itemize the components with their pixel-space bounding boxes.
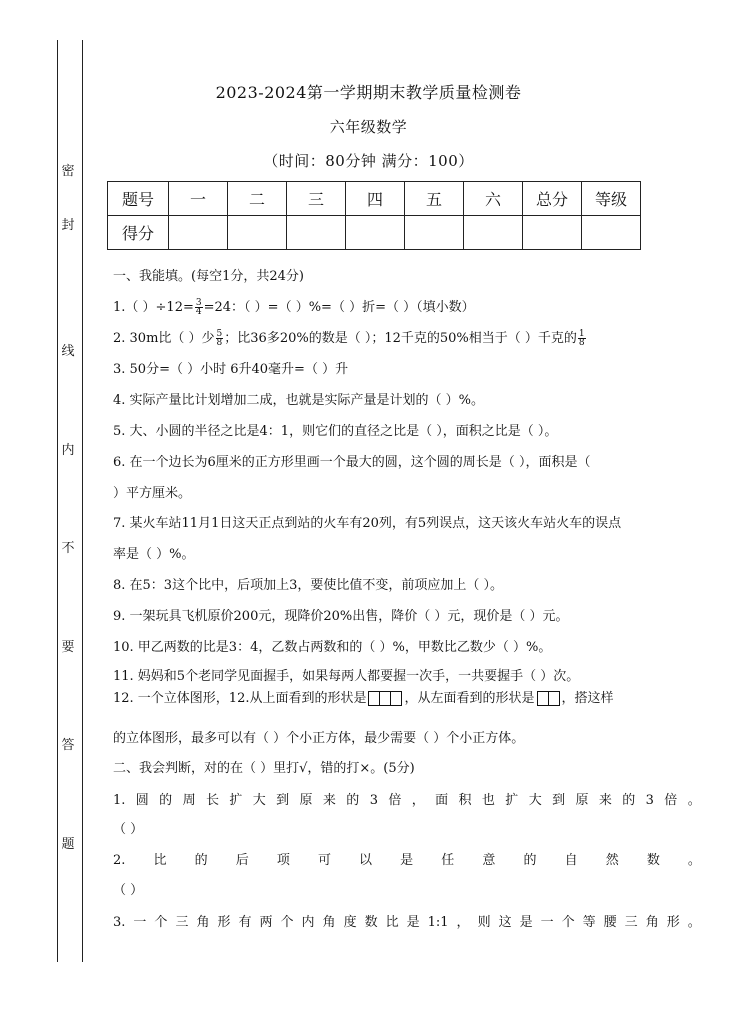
- judge-token: 的: [523, 853, 537, 868]
- judge-token: ，: [411, 793, 425, 808]
- question-12-cont: 的立体图形，最多可以有（ ）个小正方体，最少需要（ ）个小正方体。: [113, 731, 525, 746]
- judge-token: 以: [359, 853, 373, 868]
- seal-char: 密: [61, 164, 75, 179]
- judge-token: 圆: [135, 793, 149, 808]
- score-cell[interactable]: [169, 216, 228, 250]
- judge-token: 的: [194, 853, 208, 868]
- question-7: 7. 某火车站11月1日这天正点到站的火车有20列，有5列误点，这天该火车站火车的误点: [113, 516, 622, 531]
- score-cell[interactable]: [346, 216, 405, 250]
- judge-question-3: [113, 914, 701, 932]
- exam-info: （时间：80分钟 满分：100）: [263, 152, 474, 170]
- judge-token: 腰: [603, 915, 617, 930]
- judge-token: 等: [582, 915, 596, 930]
- judge-token: 扩: [505, 793, 519, 808]
- binding-line-left: [57, 40, 58, 962]
- judge-token: 大: [252, 793, 266, 808]
- judge-token: 个: [561, 915, 575, 930]
- binding-line-right: [82, 40, 83, 962]
- judge-token: 面: [435, 793, 449, 808]
- judge-token: 是: [519, 915, 533, 930]
- judge-token: 数: [364, 915, 378, 930]
- judge-token: 扩: [229, 793, 243, 808]
- seal-char: 题: [61, 837, 75, 852]
- question-2-text: ；比36多20%的数是（ ）；12千克的50%相当于（ ）千克的: [224, 331, 577, 346]
- score-table-header-cell: 五: [405, 182, 464, 216]
- score-label: 得分: [108, 216, 169, 250]
- question-6: 6. 在一个边长为6厘米的正方形里画一个最大的圆，这个圆的周长是（ ），面积是（: [113, 455, 591, 470]
- judge-token: 比: [153, 853, 167, 868]
- judge-token: 到: [552, 793, 566, 808]
- judge-token: 任: [441, 853, 455, 868]
- score-table-header-cell: 等级: [582, 182, 641, 216]
- judge-token: 的: [622, 793, 636, 808]
- judge-token: 自: [564, 853, 578, 868]
- judge-token: 是: [400, 853, 414, 868]
- judge-token: 数: [646, 853, 660, 868]
- judge-token: 有: [238, 915, 252, 930]
- judge-token: 大: [528, 793, 542, 808]
- question-3: 3. 50分=（ ）小时 6升40毫升=（ ）升: [113, 362, 349, 377]
- judge-token: 长: [205, 793, 219, 808]
- judge-token: 两: [259, 915, 273, 930]
- score-cell[interactable]: [228, 216, 287, 250]
- exam-title: 2023-2024第一学期期末教学质量检测卷: [215, 83, 522, 102]
- left-view-figure: [537, 691, 560, 706]
- question-8: 8. 在5：3这个比中，后项加上3，要使比值不变，前项应加上（ ）。: [113, 578, 503, 593]
- judge-token: 周: [182, 793, 196, 808]
- judge-token: 项: [276, 853, 290, 868]
- score-table-header-cell: 总分: [523, 182, 582, 216]
- seal-char: 封: [61, 218, 75, 233]
- judge-token: 三: [624, 915, 638, 930]
- judge-token: ，: [456, 915, 470, 930]
- judge-token: 原: [575, 793, 589, 808]
- question-10: 10. 甲乙两数的比是3：4，乙数占两数和的（ ）%，甲数比乙数少（ ）%。: [113, 640, 552, 655]
- question-1-text: 1.（ ）÷12=: [113, 300, 194, 315]
- question-12-text: ，搭这样: [561, 691, 614, 706]
- question-2: [113, 330, 713, 348]
- score-table-header-cell: 四: [346, 182, 405, 216]
- question-7-cont: 率是（ ）%。: [113, 547, 195, 562]
- score-table-header-cell: 三: [287, 182, 346, 216]
- judge-token: 也: [481, 793, 495, 808]
- judge-token: 1.: [113, 793, 126, 808]
- question-12-text: ，从左面看到的形状是: [404, 691, 535, 706]
- judge-token: 则: [477, 915, 491, 930]
- judge-token: 意: [482, 853, 496, 868]
- question-12-text: 12. 一个立体图形，12.从上面看到的形状是: [113, 691, 367, 706]
- seal-char: 内: [61, 443, 75, 458]
- question-1: [113, 299, 713, 317]
- score-table-score-row: [108, 216, 641, 250]
- judge-token: 一: [133, 915, 147, 930]
- judge-token: 的: [159, 793, 173, 808]
- judge-token: 1:1: [427, 915, 449, 930]
- seal-char: 答: [61, 738, 75, 753]
- question-11: 11. 妈妈和5个老同学见面握手，如果每两人都要握一次手，一共要握手（ ）次。: [113, 669, 580, 684]
- judge-token: 形: [217, 915, 231, 930]
- judge-token: 3: [369, 793, 378, 808]
- judge-token: 来: [598, 793, 612, 808]
- score-cell[interactable]: [405, 216, 464, 250]
- score-table-header-cell: 六: [464, 182, 523, 216]
- judge-token: 然: [605, 853, 619, 868]
- score-cell[interactable]: [464, 216, 523, 250]
- score-cell[interactable]: [582, 216, 641, 250]
- judge-token: 到: [276, 793, 290, 808]
- fraction: $\frac{3}{4}$: [195, 298, 202, 317]
- fraction: $\frac{5}{8}$: [216, 329, 223, 348]
- judge-token: 。: [687, 915, 701, 930]
- judge-token: 倍: [664, 793, 678, 808]
- score-table-header-cell: 二: [228, 182, 287, 216]
- judge-token: 2.: [113, 853, 126, 868]
- judge-token: 原: [299, 793, 313, 808]
- section2-heading: 二、我会判断，对的在（ ）里打√，错的打×。(5分): [113, 761, 415, 776]
- question-12: [113, 690, 713, 708]
- section1-heading: 一、我能填。(每空1分，共24分): [113, 269, 304, 284]
- question-2-text: 2. 30m比（ ）少: [113, 331, 215, 346]
- fraction: $\frac{1}{8}$: [578, 329, 585, 348]
- judge-token: 。: [687, 853, 701, 868]
- question-9: 9. 一架玩具飞机原价200元，现降价20%出售，降价（ ）元，现价是（ ）元。: [113, 609, 569, 624]
- score-table: [107, 181, 641, 250]
- seal-char: 要: [61, 640, 75, 655]
- judge-token: 内: [301, 915, 315, 930]
- judge-token: 个: [280, 915, 294, 930]
- judge-token: 三: [175, 915, 189, 930]
- score-table-header-cell: 题号: [108, 182, 169, 216]
- top-view-figure: [368, 691, 402, 706]
- question-1-text: =24：（ ）=（ ）%=（ ）折=（ ）（填小数）: [203, 300, 475, 315]
- score-cell[interactable]: [287, 216, 346, 250]
- judge-question-1: [113, 792, 701, 810]
- judge-token: 倍: [388, 793, 402, 808]
- judge-token: 一: [540, 915, 554, 930]
- judge-token: 是: [406, 915, 420, 930]
- exam-subtitle: 六年级数学: [329, 118, 408, 136]
- judge-token: 比: [385, 915, 399, 930]
- judge-token: 这: [498, 915, 512, 930]
- judge-token: 。: [687, 793, 701, 808]
- score-cell[interactable]: [523, 216, 582, 250]
- judge-token: 度: [343, 915, 357, 930]
- judge-token: 角: [196, 915, 210, 930]
- judge-token: 个: [154, 915, 168, 930]
- judge-token: 的: [346, 793, 360, 808]
- question-6-cont: ）平方厘米。: [113, 486, 192, 501]
- judge-answer-2[interactable]: （ ）: [113, 883, 144, 898]
- judge-token: 来: [322, 793, 336, 808]
- judge-token: 3: [645, 793, 654, 808]
- judge-token: 角: [322, 915, 336, 930]
- judge-token: 形: [666, 915, 680, 930]
- judge-token: 后: [235, 853, 249, 868]
- judge-token: 3.: [113, 915, 126, 930]
- judge-question-2: [113, 852, 701, 870]
- score-table-header-cell: 一: [169, 182, 228, 216]
- score-table-header-row: [108, 182, 641, 216]
- judge-answer-1[interactable]: （ ）: [113, 822, 144, 837]
- judge-token: 角: [645, 915, 659, 930]
- seal-char: 不: [61, 541, 75, 556]
- judge-token: 可: [317, 853, 331, 868]
- seal-char: 线: [61, 344, 75, 359]
- question-4: 4. 实际产量比计划增加二成，也就是实际产量是计划的（ ）%。: [113, 393, 485, 408]
- question-5: 5. 大、小圆的半径之比是4：1，则它们的直径之比是（ ），面积之比是（ ）。: [113, 424, 558, 439]
- judge-token: 积: [458, 793, 472, 808]
